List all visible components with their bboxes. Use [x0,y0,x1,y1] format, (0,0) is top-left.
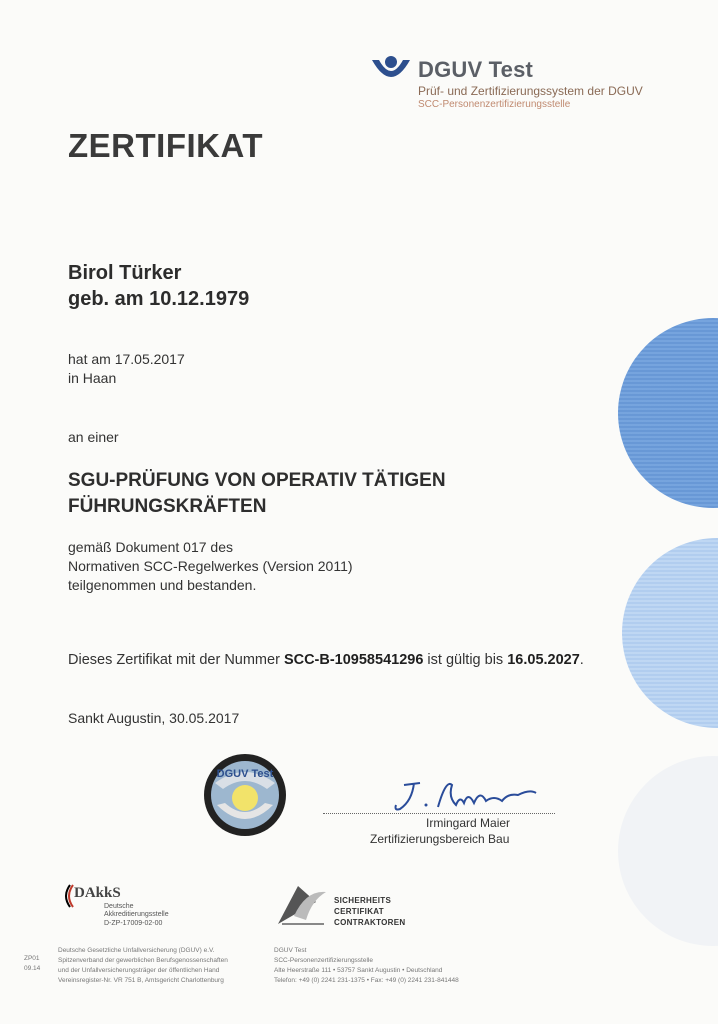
validity-post: . [579,652,584,668]
exam-title-line-2: FÜHRUNGSKRÄFTEN [68,496,267,517]
footer-left-2: Spitzenverband der gewerblichen Berufsgenossenschaften [58,957,228,964]
certificate-title: ZERTIFIKAT [68,127,264,164]
scc-line-2: CERTIFIKAT [334,907,384,916]
footer-right-2: SCC-Personenzertifizierungsstelle [274,957,373,964]
validity-statement [68,652,584,668]
dguv-logo-icon [370,54,412,86]
holder-birthdate: geb. am 10.12.1979 [68,288,250,310]
logo-subtitle-2: SCC-Personenzertifizierungsstelle [418,99,571,110]
footer-left-1: Deutsche Gesetzliche Unfallversicherung (DGUV) e.V. [58,947,215,954]
dakks-name: DAkkS [74,885,121,901]
document-line-3: teilgenommen und bestanden. [68,577,257,593]
logo-title: DGUV Test [418,57,534,82]
logo-subtitle: Prüf- und Zertifizierungssystem der DGUV [418,84,643,98]
footer-right-4: Telefon: +49 (0) 2241 231-1375 • Fax: +49 (0) 2241 231-841448 [274,977,459,984]
decorative-circle-light [622,538,718,728]
exam-title-line-1: SGU-PRÜFUNG VON OPERATIV TÄTIGEN [68,470,446,491]
dakks-line-2: Akkreditierungsstelle [104,911,169,918]
signer-name: Irmingard Maier [426,816,511,830]
holder-name: Birol Türker [68,262,182,284]
footer-left [58,946,228,986]
seal-text: DGUV Test [216,768,274,780]
footer-left-4: Vereinsregister-Nr. VR 751 B, Amtsgericht Charlottenburg [58,977,224,984]
certificate-number: SCC-B-10958541296 [283,652,424,668]
scc-line-3: CONTRAKTOREN [334,918,406,927]
footer-right-3: Alte Heerstraße 111 • 53757 Sankt Augustin • Deutschland [274,967,443,974]
exam-place: in Haan [68,370,117,386]
form-code-2: 09.14 [24,965,41,972]
decorative-circle-dark [618,318,718,508]
footer-right [274,946,459,986]
document-line-1: gemäß Dokument 017 des [68,539,233,555]
dakks-logo-icon [60,884,74,908]
signature-image [390,775,540,817]
form-code [24,954,40,974]
form-code-1: ZP01 [24,955,40,962]
validity-pre: Dieses Zertifikat mit der Nummer [68,652,284,668]
decorative-circle-faint [618,756,718,946]
document-line-2: Normativen SCC-Regelwerkes (Version 2011) [68,558,353,574]
valid-until-date: 16.05.2027 [507,652,580,668]
signature-line [323,813,555,814]
intro-text: an einer [68,429,119,445]
footer-right-1: DGUV Test [274,947,307,954]
dakks-line-1: Deutsche [104,903,134,910]
signer-role: Zertifizierungsbereich Bau [370,832,510,846]
dguv-seal-icon [203,753,287,837]
footer-left-3: und der Unfallversicherungsträger der öffentlichen Hand [58,967,220,974]
place-and-date: Sankt Augustin, 30.05.2017 [68,710,240,726]
dakks-line-3: D-ZP-17009-02-00 [104,920,163,927]
scc-logo-icon [276,880,330,926]
scc-line-1: SICHERHEITS [334,896,392,905]
validity-mid: ist gültig bis [423,652,508,668]
exam-date: hat am 17.05.2017 [68,351,185,367]
